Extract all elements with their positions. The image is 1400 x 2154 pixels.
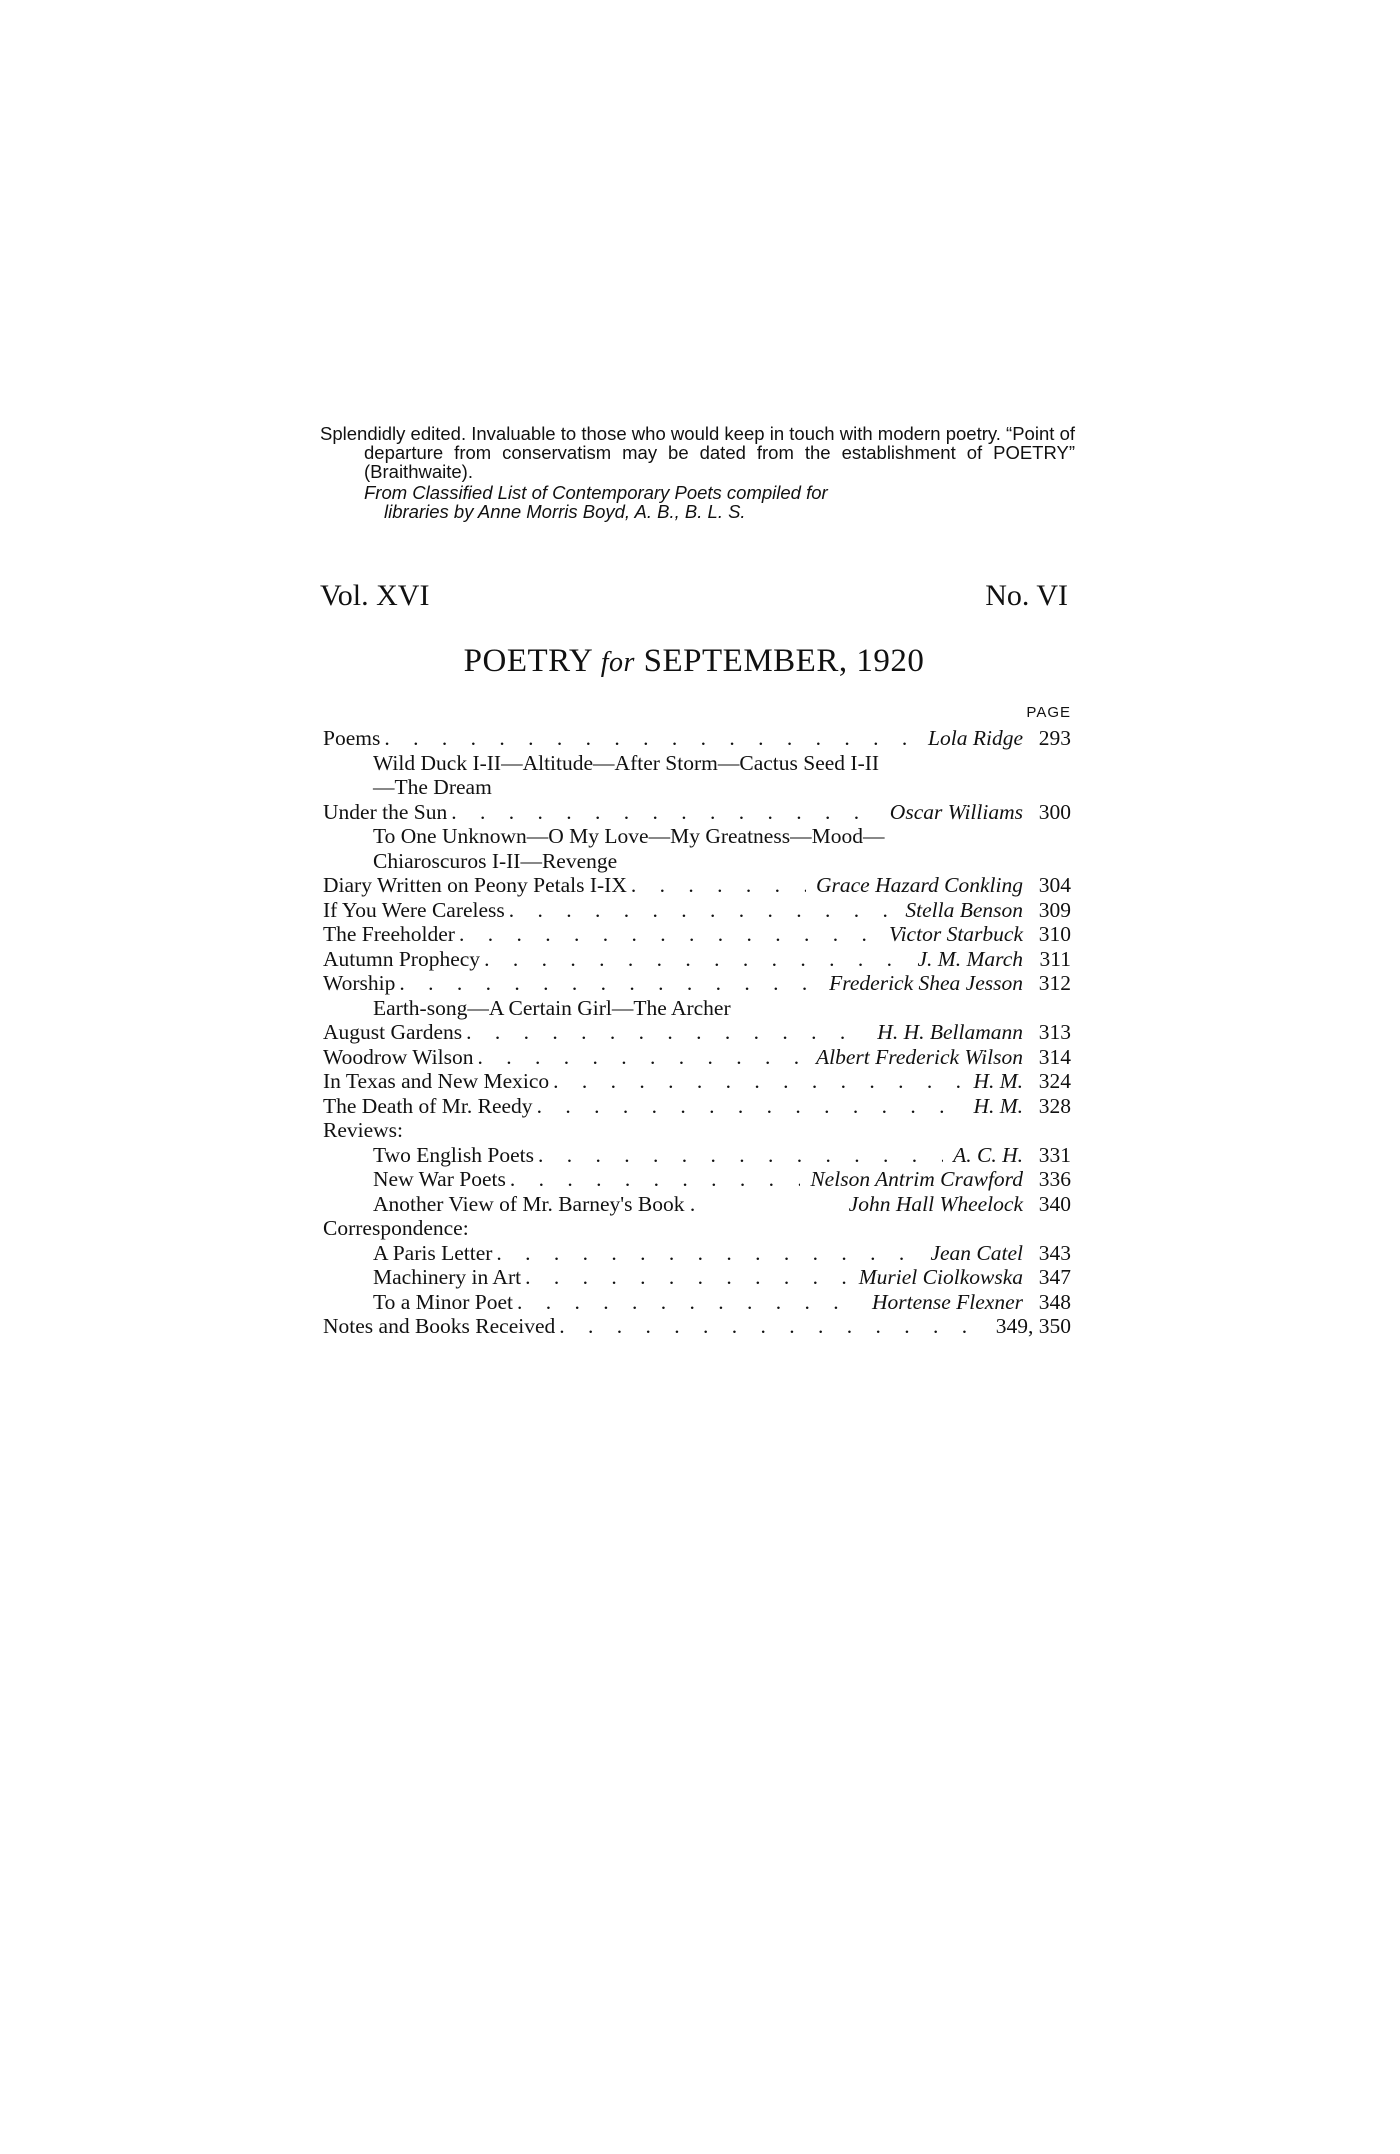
entry-title: New War Poets [373, 1167, 506, 1191]
toc-entry-correspondence [323, 1241, 1071, 1266]
reviews-heading: Reviews: [323, 1118, 404, 1142]
entry-title: Diary Written on Peony Petals I-IX [323, 873, 627, 897]
toc-entry-worship [323, 971, 1071, 996]
entry-author: John Hall Wheelock [848, 1191, 1023, 1216]
entry-title: Worship [323, 971, 396, 995]
toc-entry-review [323, 1192, 1071, 1217]
entry-author: Albert Frederick Wilson [816, 1044, 1023, 1069]
issue-number: No. VI [985, 579, 1068, 612]
toc-entry-reedy [323, 1094, 1071, 1119]
entry-page: 300 [1038, 799, 1071, 824]
entry-page: 324 [1038, 1069, 1071, 1093]
toc-entry-texas [323, 1069, 1071, 1094]
entry-page: 311 [1039, 946, 1071, 971]
entry-page: 336 [1038, 1167, 1071, 1191]
entry-author: A. C. H. [953, 1142, 1023, 1167]
toc-entry-notes [323, 1314, 1071, 1339]
toc-entry-august [323, 1020, 1071, 1045]
leader-dots [537, 1094, 964, 1119]
entry-page: 293 [1038, 726, 1071, 750]
leader-dots [496, 1241, 920, 1266]
blurb-quote: Splendidly edited. Invaluable to those who would keep in touch with modern poetry. “Point of departure from conservatism may be dated from the establishment of POETRY” (Braithwaite). [320, 423, 1075, 482]
leader-dots [559, 1314, 987, 1339]
toc-entry-poems [323, 726, 1071, 751]
entry-author: H. M. [973, 1069, 1023, 1093]
toc-entry-freeholder [323, 922, 1071, 947]
leader-dots [553, 1069, 963, 1094]
leader-dots [466, 1020, 867, 1045]
leader-dots [478, 1045, 807, 1070]
leader-dots [384, 726, 918, 751]
entry-title: The Freeholder [323, 922, 455, 946]
toc-subtitle: —The Dream [373, 775, 492, 799]
entry-page: 312 [1038, 971, 1071, 995]
entry-author: Grace Hazard Conkling [815, 873, 1023, 897]
entry-author: Jean Catel [930, 1240, 1023, 1265]
leader-dots [631, 873, 806, 898]
entry-title: If You Were Careless [323, 897, 505, 922]
leader-dots [525, 1265, 849, 1290]
entry-author: Frederick Shea Jesson [829, 971, 1023, 995]
entry-page: 349, 350 [995, 1314, 1071, 1338]
entry-page: 347 [1038, 1265, 1071, 1289]
entry-author: Lola Ridge [928, 726, 1023, 750]
entry-title: Machinery in Art [373, 1265, 522, 1289]
entry-title: To a Minor Poet [373, 1289, 514, 1314]
entry-title: The Death of Mr. Reedy [323, 1093, 533, 1118]
entry-author: J. M. March [917, 946, 1023, 971]
entry-title: Autumn Prophecy [323, 946, 481, 971]
entry-page: 340 [1038, 1191, 1071, 1216]
review-blurb [320, 424, 1075, 521]
toc-entry-diary [323, 873, 1071, 898]
entry-page: 310 [1038, 922, 1071, 946]
toc-entry-review [323, 1167, 1071, 1192]
entry-title: Woodrow Wilson [323, 1044, 474, 1069]
entry-title: Under the Sun [323, 799, 448, 824]
entry-title: A Paris Letter [373, 1240, 493, 1265]
toc-entry-correspondence [323, 1265, 1071, 1290]
entry-page: 343 [1038, 1240, 1071, 1265]
entry-page: 331 [1038, 1142, 1071, 1167]
entry-page: 314 [1038, 1044, 1071, 1069]
entry-page: 313 [1038, 1020, 1071, 1044]
leader-dots [484, 947, 907, 972]
entry-author: Nelson Antrim Crawford [810, 1167, 1023, 1191]
leader-dots [451, 800, 880, 825]
entry-author: H. H. Bellamann [877, 1020, 1023, 1044]
entry-author: Oscar Williams [889, 799, 1023, 824]
entry-page: 348 [1038, 1289, 1071, 1314]
page-column-header: PAGE [1026, 704, 1071, 721]
entry-author: Hortense Flexner [871, 1289, 1023, 1314]
toc-entry-under-the-sun [323, 800, 1071, 825]
entry-title: Poems [323, 726, 381, 750]
toc-entry-autumn [323, 947, 1071, 972]
page-title [320, 643, 1068, 680]
toc-subtitle: Chiaroscuros I-II—Revenge [373, 848, 618, 873]
title-for: for [600, 647, 635, 678]
leader-dots [459, 922, 879, 947]
toc-entry-careless [323, 898, 1071, 923]
entry-title: In Texas and New Mexico [323, 1069, 550, 1093]
blurb-source [320, 483, 1075, 521]
toc-subtitle: Wild Duck I-II—Altitude—After Storm—Cactus Seed I-II [373, 750, 880, 775]
table-of-contents [323, 700, 1071, 1339]
entry-page: 304 [1038, 873, 1071, 897]
title-poetry: POETRY [463, 643, 592, 679]
blurb-source-line-2: libraries by Anne Morris Boyd, A. B., B. L. S. [384, 501, 746, 522]
entry-author: Victor Starbuck [889, 922, 1023, 946]
correspondence-heading: Correspondence: [323, 1216, 469, 1240]
entry-title: Another View of Mr. Barney's Book . [373, 1191, 696, 1216]
entry-page: 309 [1038, 897, 1071, 922]
leader-dots [517, 1290, 862, 1315]
toc-entry-correspondence [323, 1290, 1071, 1315]
leader-dots [538, 1143, 943, 1168]
toc-subtitle: To One Unknown—O My Love—My Greatness—Mood— [373, 824, 885, 848]
leader-dots [399, 971, 819, 996]
issue-header [320, 579, 1068, 613]
leader-dots [510, 1167, 801, 1192]
title-month: SEPTEMBER, 1920 [643, 643, 925, 679]
entry-title: August Gardens [323, 1020, 463, 1044]
entry-author: Muriel Ciolkowska [858, 1265, 1023, 1289]
leader-dots [509, 898, 896, 923]
toc-subtitle: Earth-song—A Certain Girl—The Archer [373, 995, 731, 1020]
entry-author: Stella Benson [905, 897, 1023, 922]
volume-number: Vol. XVI [320, 579, 430, 612]
toc-entry-review [323, 1143, 1071, 1168]
entry-page: 328 [1038, 1093, 1071, 1118]
toc-entry-wilson [323, 1045, 1071, 1070]
entry-title: Notes and Books Received [323, 1314, 556, 1338]
blurb-source-line-1: From Classified List of Contemporary Poets compiled for [364, 482, 828, 503]
entry-author: H. M. [973, 1093, 1023, 1118]
entry-title: Two English Poets [373, 1142, 534, 1167]
